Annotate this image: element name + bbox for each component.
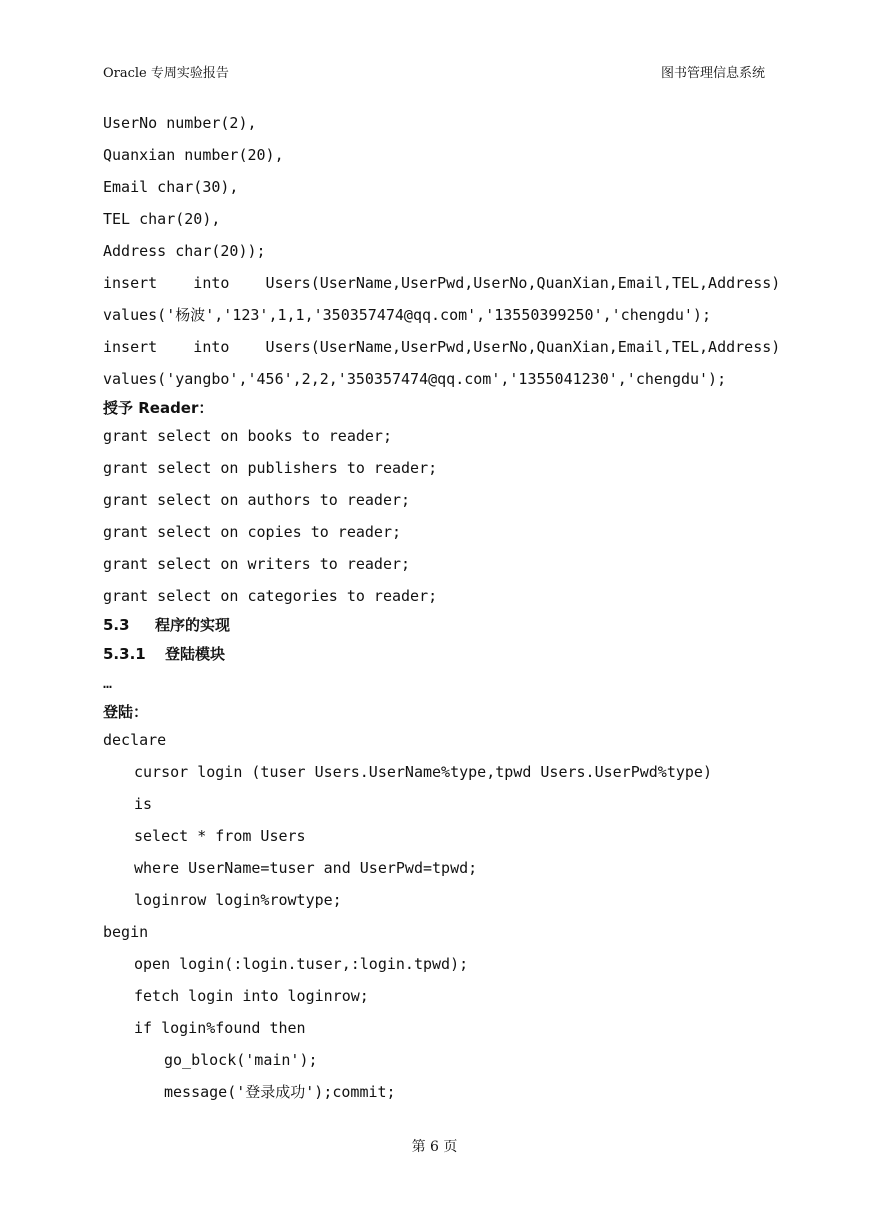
section-heading-5-3-1 (103, 643, 783, 672)
section-title: 登陆模块 (165, 645, 226, 663)
code-line: TEL char(20), (103, 210, 221, 228)
header-system-title: 图书管理信息系统 (660, 66, 765, 81)
code-line: is (134, 795, 153, 813)
login-label: 登陆： (103, 703, 149, 721)
grant-line: grant select on writers to reader; (103, 555, 411, 573)
code-line: insert into Users(UserName,UserPwd,UserNo,QuanXian,Email,TEL,Address) (103, 274, 781, 292)
code-line: UserNo number(2), (103, 114, 257, 132)
code-line: values('yangbo','456',2,2,'350357474@qq.com','1355041230','chengdu'); (103, 370, 727, 388)
code-line: loginrow login%rowtype; (134, 891, 342, 909)
code-line: Email char(30), (103, 178, 239, 196)
code-line: message('登录成功');commit; (164, 1083, 396, 1101)
grant-reader-label: 授予 Reader： (103, 399, 214, 417)
code-line: if login%found then (134, 1019, 306, 1037)
code-line: fetch login into loginrow; (134, 987, 369, 1005)
page-header (103, 62, 765, 80)
header-report-title: Oracle 专周实验报告 (103, 66, 229, 81)
code-line: cursor login (tuser Users.UserName%type,tpwd Users.UserPwd%type) (134, 763, 712, 781)
page-body (103, 112, 783, 1113)
code-line: go_block('main'); (164, 1051, 318, 1069)
code-line: open login(:login.tuser,:login.tpwd); (134, 955, 469, 973)
code-line: select * from Users (134, 827, 306, 845)
code-line: values('杨波','123',1,1,'350357474@qq.com','13550399250','chengdu'); (103, 306, 711, 324)
grant-line: grant select on books to reader; (103, 427, 392, 445)
code-line: begin (103, 923, 149, 941)
grant-line: grant select on copies to reader; (103, 523, 402, 541)
section-number: 5.3 (103, 616, 130, 634)
code-line: declare (103, 731, 167, 749)
grant-line: grant select on authors to reader; (103, 491, 411, 509)
section-number: 5.3.1 (103, 645, 146, 663)
code-line: where UserName=tuser and UserPwd=tpwd; (134, 859, 478, 877)
grant-line: grant select on categories to reader; (103, 587, 438, 605)
section-title: 程序的实现 (155, 616, 231, 634)
code-line: insert into Users(UserName,UserPwd,UserNo,QuanXian,Email,TEL,Address) (103, 338, 781, 356)
code-line: Quanxian number(20), (103, 146, 284, 164)
ellipsis: … (103, 674, 113, 692)
code-line: Address char(20)); (103, 242, 266, 260)
page-number: 第 6 页 (411, 1139, 458, 1155)
section-heading-5-3 (103, 614, 783, 643)
grant-line: grant select on publishers to reader; (103, 459, 438, 477)
